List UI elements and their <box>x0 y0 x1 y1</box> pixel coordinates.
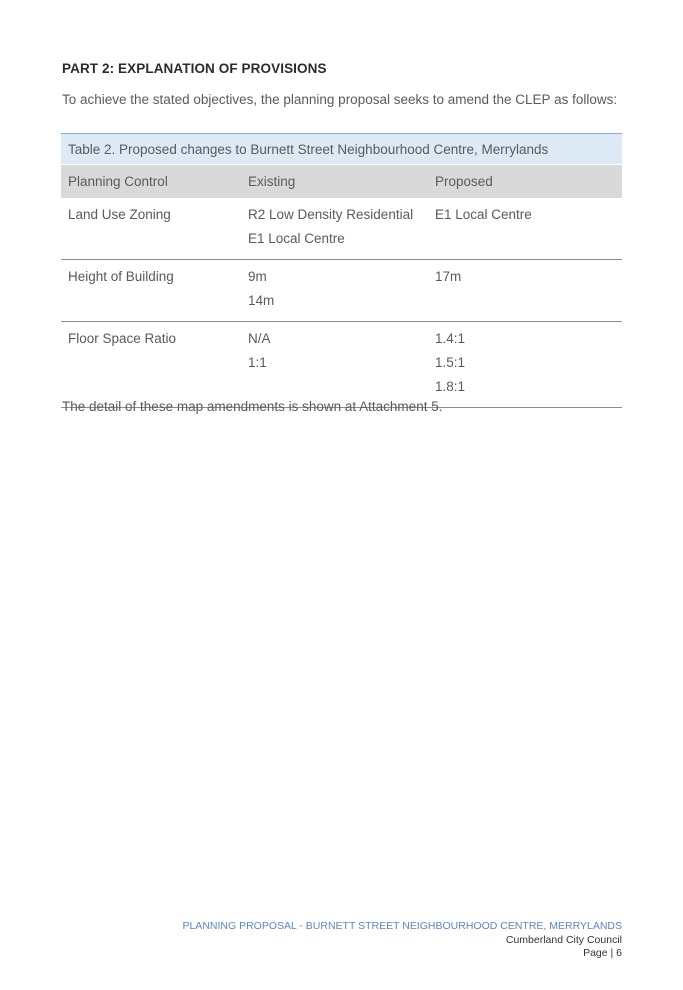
table-header-row <box>61 164 622 198</box>
cell-proposed: 1.5:1 <box>435 355 466 370</box>
header-existing: Existing <box>248 174 296 189</box>
section-heading: PART 2: EXPLANATION OF PROVISIONS <box>62 61 327 76</box>
cell-existing: 1:1 <box>248 355 267 370</box>
cell-proposed: 1.4:1 <box>435 331 466 346</box>
detail-note: The detail of these map amendments is shown at Attachment 5. <box>62 399 443 414</box>
footer-page-number: Page | 6 <box>583 947 622 959</box>
cell-existing: 14m <box>248 293 275 308</box>
cell-control: Land Use Zoning <box>68 207 171 222</box>
footer-document-title: PLANNING PROPOSAL - BURNETT STREET NEIGHBOURHOOD CENTRE, MERRYLANDS <box>182 920 622 932</box>
cell-proposed: E1 Local Centre <box>435 207 532 222</box>
header-proposed: Proposed <box>435 174 493 189</box>
page-footer <box>182 920 622 961</box>
table-row <box>61 198 622 260</box>
provisions-table <box>61 133 622 408</box>
header-planning-control: Planning Control <box>68 174 168 189</box>
cell-control: Floor Space Ratio <box>68 331 177 346</box>
cell-existing: E1 Local Centre <box>248 231 345 246</box>
footer-organisation: Cumberland City Council <box>505 933 622 946</box>
cell-proposed: 17m <box>435 269 462 284</box>
cell-control: Height of Building <box>68 269 174 284</box>
table-row <box>61 322 622 408</box>
cell-proposed: 1.8:1 <box>435 379 466 394</box>
cell-existing: N/A <box>248 331 271 346</box>
intro-paragraph: To achieve the stated objectives, the planning proposal seeks to amend the CLEP as follows: <box>62 92 618 107</box>
cell-existing: R2 Low Density Residential <box>248 207 414 222</box>
table-row <box>61 260 622 322</box>
table-caption: Table 2. Proposed changes to Burnett Street Neighbourhood Centre, Merrylands <box>61 133 622 164</box>
cell-existing: 9m <box>248 269 267 284</box>
